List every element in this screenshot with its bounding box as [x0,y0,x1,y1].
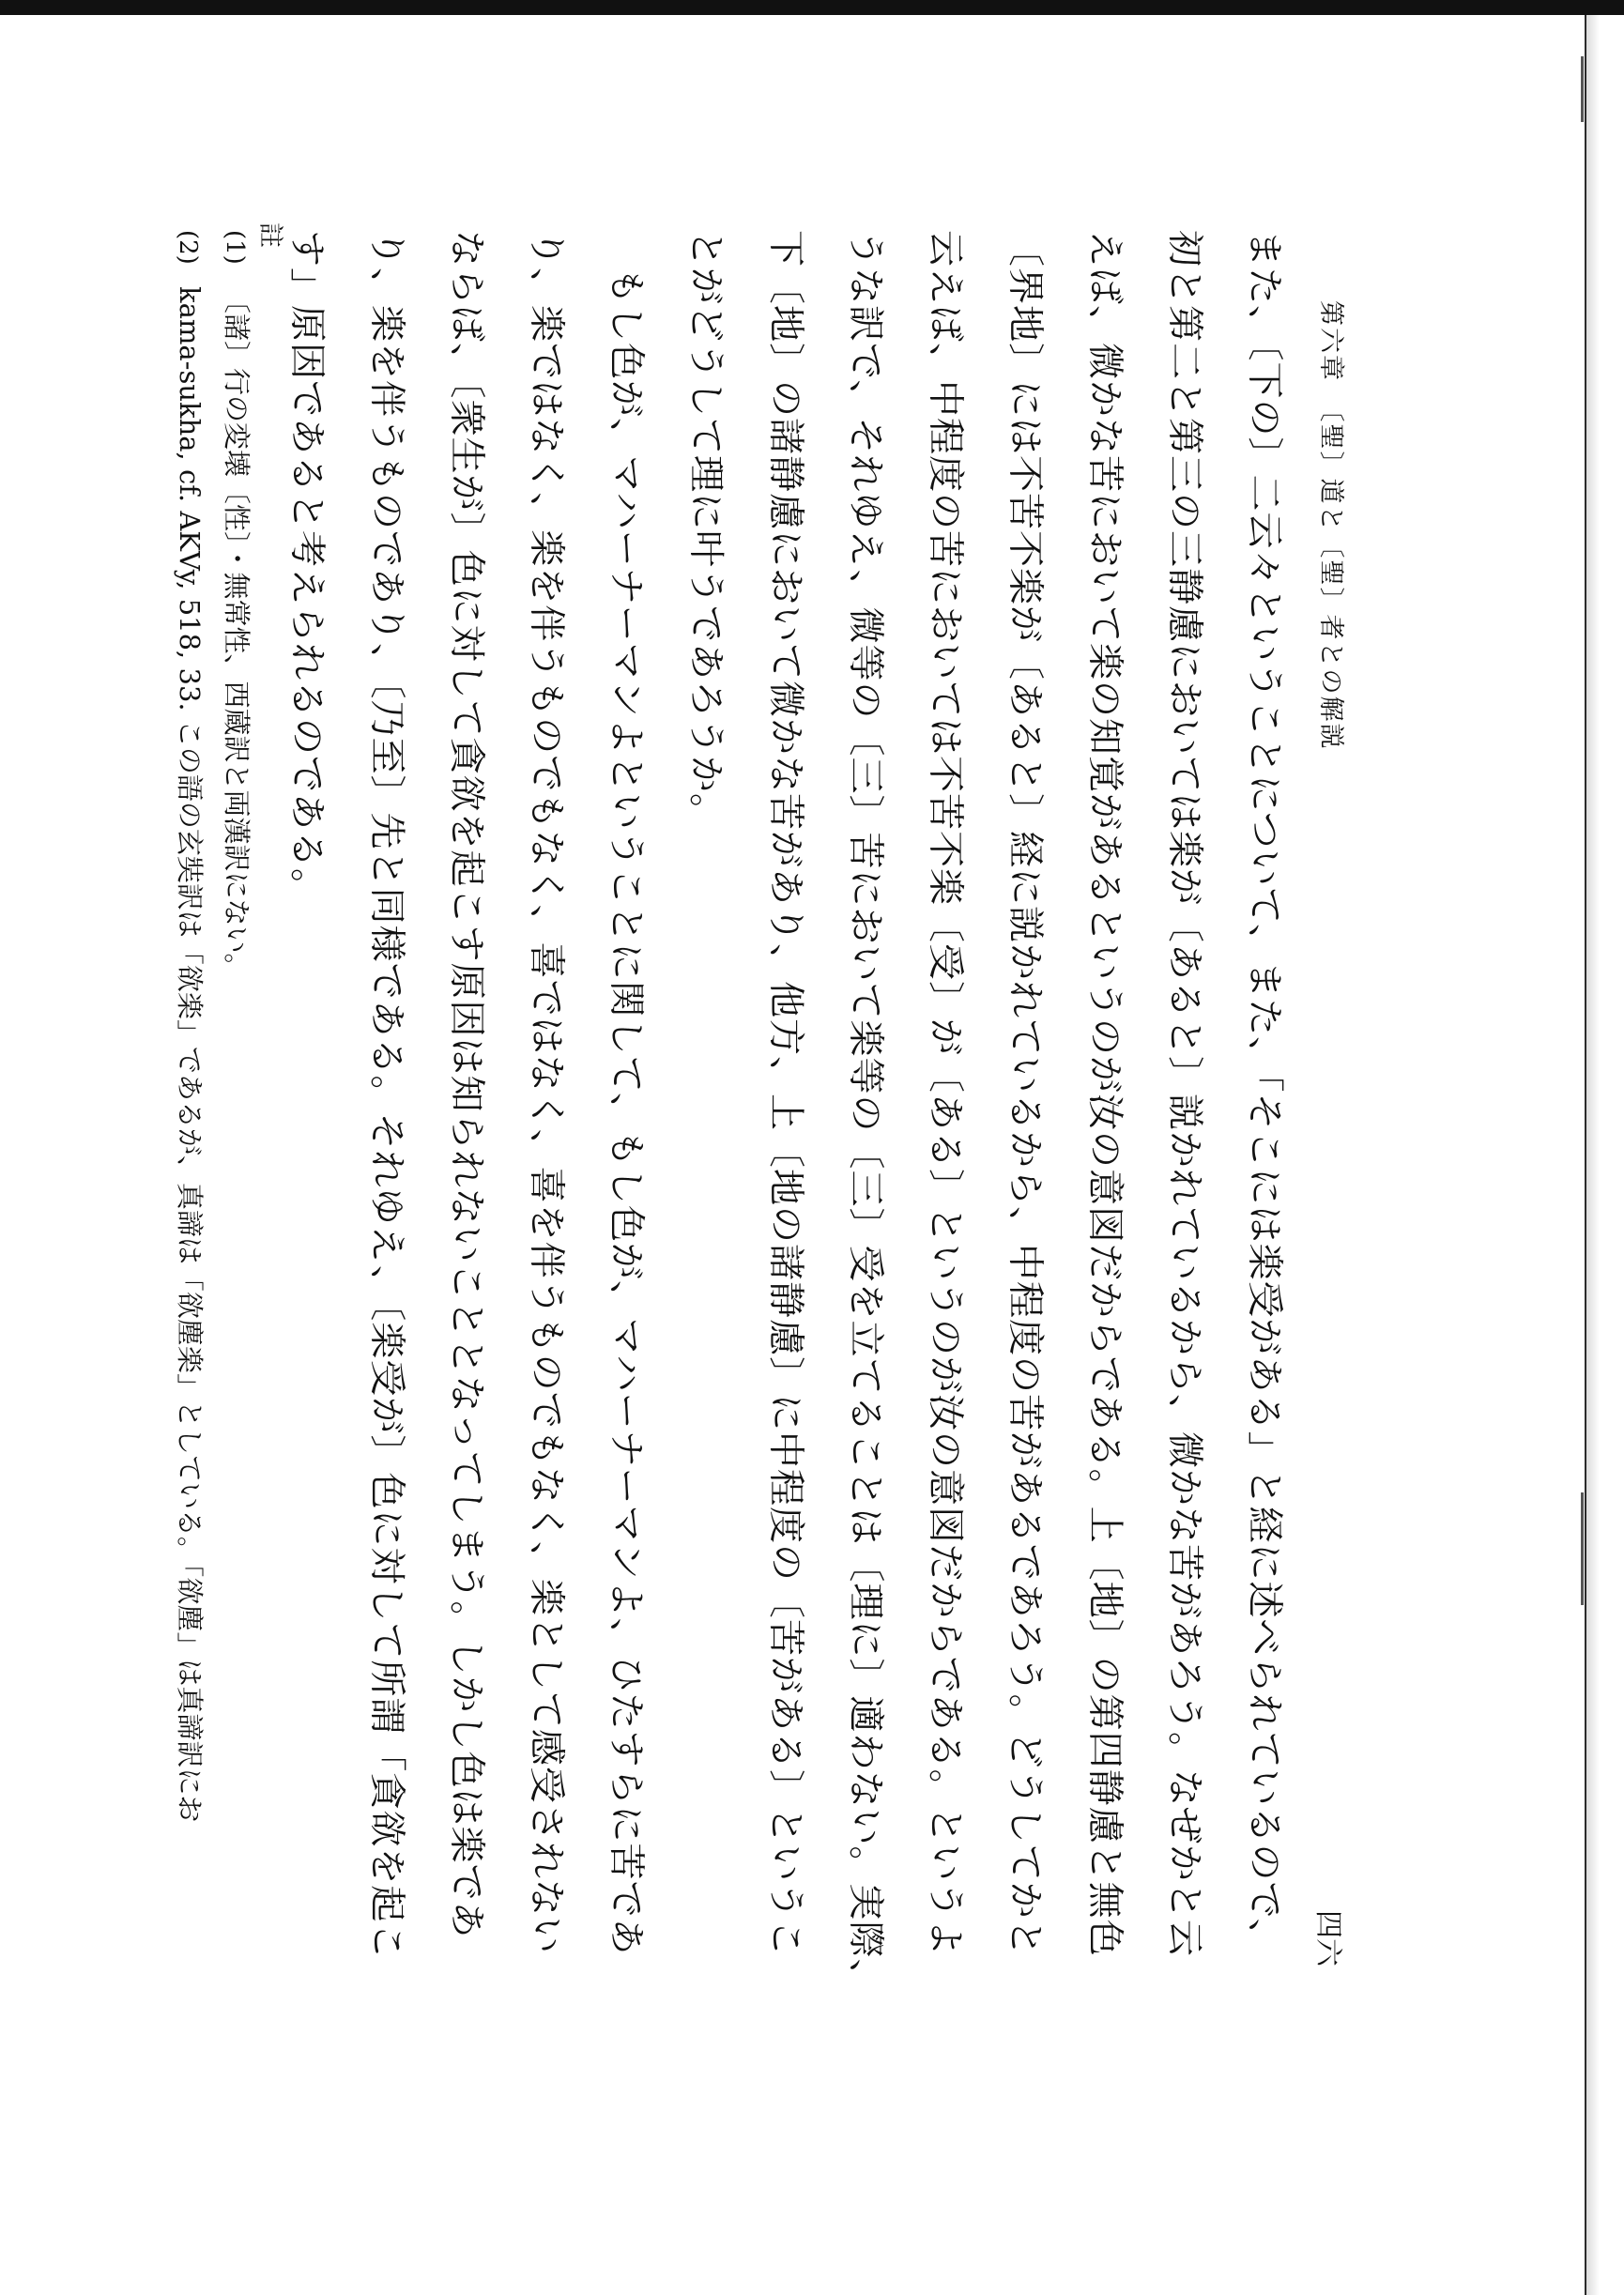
body-line: 云えば、中程度の苦においては不苦不楽〔受〕が〔ある〕というのが汝の意図だからである。というよ [924,230,966,1957]
body-line: 下〔地〕の諸静慮において微かな苦があり、他方、上〔地の諸静慮〕に中程度の〔苦がある〕というこ [764,230,806,1958]
body-line: 初と第二と第三の三静慮においては楽が〔あると〕説かれているから、微かな苦があろう。なぜかと云 [1163,230,1205,1958]
body-line: り、楽を伴うものであり、〔乃至〕先と同様である。それゆえ、〔楽受が〕色に対して所謂「貪欲を起こ [365,230,407,1961]
body-line: す」原因であると考えられるのである。 [285,230,328,907]
scan-edge-mark [1581,1492,1584,1605]
body-line: えば、微かな苦において楽の知覚があるというのが汝の意図だからである。上〔地〕の第四静慮と無色 [1083,230,1126,1957]
scan-edge-mark [1581,56,1584,122]
body-line: うな訳で、それゆえ、微等の〔三〕苦において楽等の〔三〕受を立てることは〔理に〕適わない。実際、 [844,230,886,1997]
body-line: もし色が、マハーナーマンよということに関して、もし色が、マハーナーマンよ、ひたすらに苦であ [605,230,647,1956]
scan-top-border [0,0,1624,15]
footnote-text: kama-sukha, cf. AKVy, 518, 33. この語の玄奘訳は「欲楽」であるが、真諦は「欲塵楽」としている。「欲塵」は真諦訳にお [174,286,206,1823]
page-number: 四六 [1311,1910,1344,1966]
footnote [169,230,208,1822]
scan-page-edge [1585,15,1600,2295]
footnote-number: (1) [221,230,249,265]
body-line: ならば、〔衆生が〕色に対して貪欲を起こす原因は知られないこととなってしまう。しかし色は楽であ [445,230,487,1939]
rotated-page [141,222,1352,1997]
footnote-text: 〔諸〕行の変壊〔性〕・無常性、西蔵訳と両漢訳にない。 [221,286,253,981]
body-line: 〔界地〕には不苦不楽が〔あると〕経に説かれているから、中程度の苦があるであろう。どうしてかと [1004,230,1046,1957]
body-line: とがどうして理に叶うであろうか。 [684,230,727,832]
footnote [216,230,255,981]
running-head: 第六章 〔聖〕道と〔聖〕者との解説 [1316,300,1345,751]
footnote-number: (2) [174,230,202,265]
body-line: また、〔下の〕二云々ということについて、また、「そこには楽受がある」と経に述べられているので、 [1243,230,1285,1956]
notes-heading: 註 [255,222,284,248]
body-line: り、楽ではなく、楽を伴うものでもなく、喜ではなく、喜を伴うものでもなく、楽として感受されない [525,230,567,1954]
